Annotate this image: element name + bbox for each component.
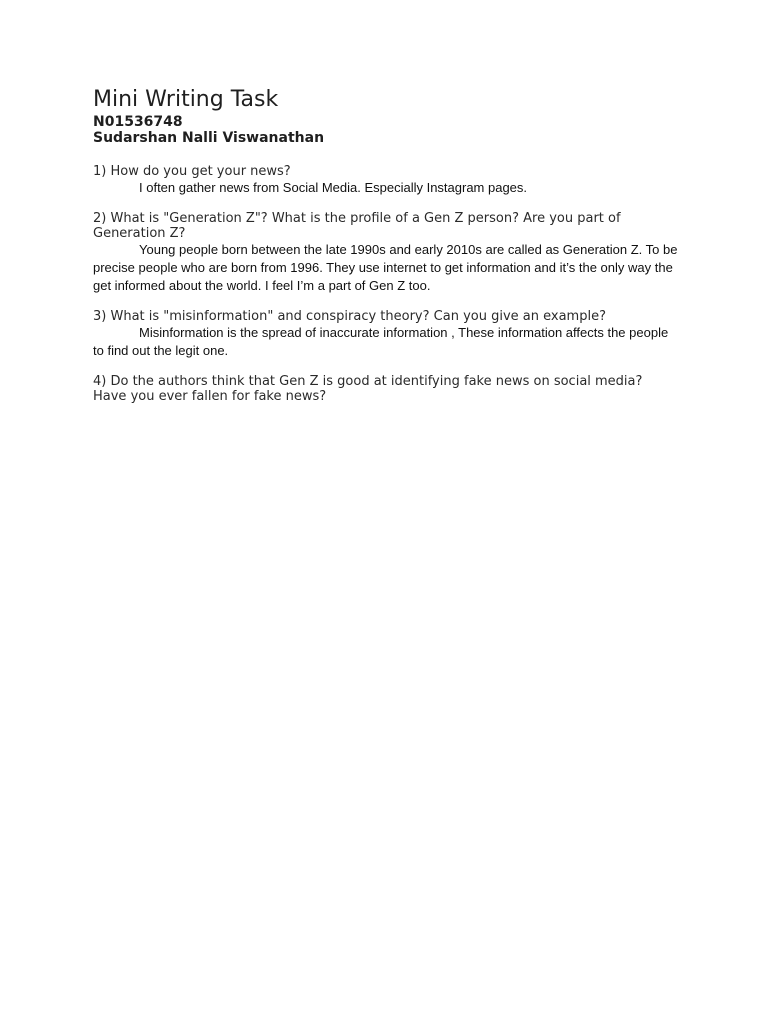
answer-1: I often gather news from Social Media. Especially Instagram pages. [139, 180, 528, 195]
qa-block-4 [93, 374, 678, 404]
document-title: Mini Writing Task [93, 87, 279, 112]
spacer [93, 146, 678, 164]
spacer [93, 360, 678, 374]
question-4: 4) Do the authors think that Gen Z is good at identifying fake news on social media? Have you ever fallen for fake news? [93, 374, 643, 404]
question-2: 2) What is "Generation Z"? What is the profile of a Gen Z person? Are you part of Generation Z? [93, 211, 621, 241]
qa-block-3 [93, 309, 678, 360]
spacer [93, 295, 678, 309]
student-id: N01536748 [93, 114, 183, 130]
spacer [93, 197, 678, 211]
qa-block-1 [93, 164, 678, 197]
student-name: Sudarshan Nalli Viswanathan [93, 130, 325, 146]
document-page [93, 86, 678, 404]
question-3: 3) What is "misinformation" and conspiracy theory? Can you give an example? [93, 309, 606, 324]
answer-2: Young people born between the late 1990s and early 2010s are called as Generation Z. To be precise people who are born from 1996. They use internet to get information and it’s the only way the get informed about the world. I feel I’m a part of Gen Z too. [93, 242, 678, 293]
qa-block-2 [93, 211, 678, 295]
answer-3: Misinformation is the spread of inaccurate information , These information affects the people to find out the legit one. [93, 325, 669, 358]
question-1: 1) How do you get your news? [93, 164, 291, 179]
